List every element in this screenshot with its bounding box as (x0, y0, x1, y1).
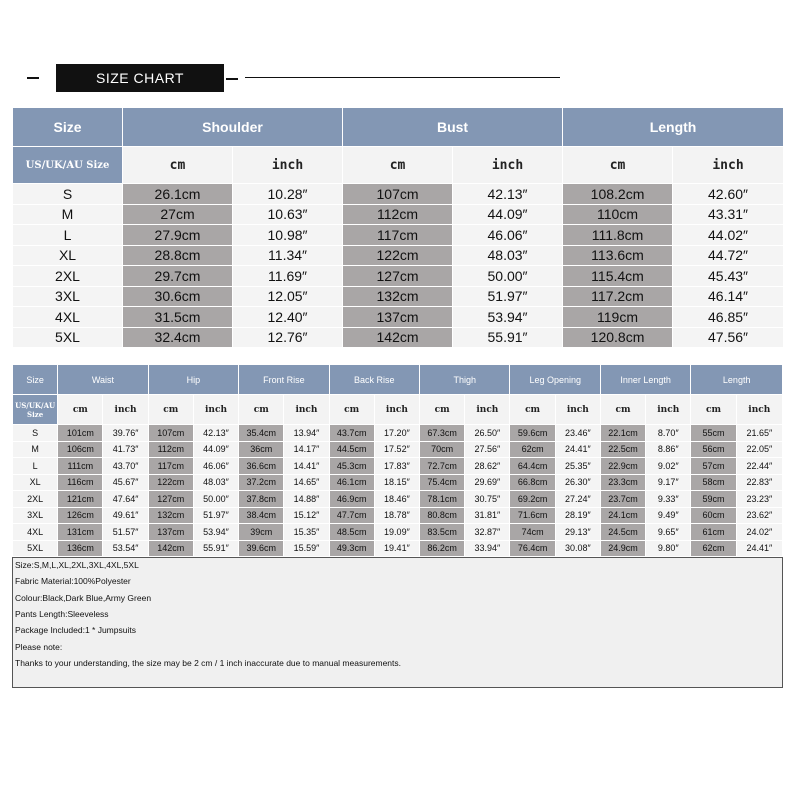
measure-cell: 24.41″ (555, 441, 600, 458)
size-cell: 2XL (13, 491, 58, 508)
table-row (13, 524, 783, 541)
thigh-header: Thigh (420, 365, 510, 395)
unit-header: inch (103, 395, 148, 425)
measure-cell: 42.13″ (453, 184, 563, 205)
table-row (13, 266, 784, 287)
measure-cell: 22.83″ (736, 474, 782, 491)
back-rise-header: Back Rise (329, 365, 419, 395)
table-row (13, 204, 784, 225)
measure-cell: 55.91″ (453, 327, 563, 348)
note-line: Thanks to your understanding, the size may be 2 cm / 1 inch inaccurate due to manual measurements. (15, 657, 402, 668)
measure-cell: 117.2cm (563, 286, 673, 307)
size-cell: 4XL (13, 524, 58, 541)
measure-cell: 75.4cm (420, 474, 465, 491)
note-line: Size:S,M,L,XL,2XL,3XL,4XL,5XL (15, 560, 139, 570)
measure-cell: 18.78″ (374, 507, 419, 524)
measure-cell: 21.65″ (736, 425, 782, 442)
table-row (13, 540, 783, 557)
measure-cell: 17.20″ (374, 425, 419, 442)
measure-cell: 29.13″ (555, 524, 600, 541)
measure-cell: 24.5cm (600, 524, 645, 541)
measure-cell: 48.03″ (193, 474, 238, 491)
table-row (13, 491, 783, 508)
measure-cell: 46.1cm (329, 474, 374, 491)
table-row (13, 245, 784, 266)
measure-cell: 50.00″ (193, 491, 238, 508)
measure-cell: 31.5cm (123, 307, 233, 328)
hip-header: Hip (148, 365, 238, 395)
unit-header: inch (193, 395, 238, 425)
table-row (13, 474, 783, 491)
unit-header: cm (691, 395, 736, 425)
top-table-group-header (13, 108, 784, 147)
shoulder-header: Shoulder (123, 108, 343, 147)
measure-cell: 46.85″ (673, 307, 784, 328)
measure-cell: 24.1cm (600, 507, 645, 524)
measure-cell: 115.4cm (563, 266, 673, 287)
measure-cell: 26.50″ (465, 425, 510, 442)
size-chart-header (0, 0, 800, 100)
size-cell: XL (13, 474, 58, 491)
measure-cell: 120.8cm (563, 327, 673, 348)
size-cell: M (13, 441, 58, 458)
table-row (13, 225, 784, 246)
measure-cell: 111cm (58, 458, 103, 475)
measure-cell: 78.1cm (420, 491, 465, 508)
measure-cell: 142cm (343, 327, 453, 348)
measure-cell: 30.75″ (465, 491, 510, 508)
measure-cell: 86.2cm (420, 540, 465, 557)
measure-cell: 106cm (58, 441, 103, 458)
table-row (13, 307, 784, 328)
bottom-table-body (13, 425, 783, 557)
measure-cell: 51.57″ (103, 524, 148, 541)
measure-cell: 32.4cm (123, 327, 233, 348)
measure-cell: 44.02″ (673, 225, 784, 246)
measure-cell: 48.5cm (329, 524, 374, 541)
measure-cell: 117cm (148, 458, 193, 475)
unit-header: inch (555, 395, 600, 425)
measure-cell: 37.2cm (239, 474, 284, 491)
measure-cell: 18.46″ (374, 491, 419, 508)
measure-cell: 39cm (239, 524, 284, 541)
measure-cell: 10.28″ (233, 184, 343, 205)
measure-cell: 53.94″ (193, 524, 238, 541)
measure-cell: 14.41″ (284, 458, 329, 475)
measure-cell: 42.60″ (673, 184, 784, 205)
measure-cell: 132cm (343, 286, 453, 307)
unit-header: inch (465, 395, 510, 425)
measure-cell: 72.7cm (420, 458, 465, 475)
measure-cell: 14.17″ (284, 441, 329, 458)
measure-cell: 136cm (58, 540, 103, 557)
measure-cell: 13.94″ (284, 425, 329, 442)
measure-cell: 60cm (691, 507, 736, 524)
measure-cell: 8.86″ (646, 441, 691, 458)
measure-cell: 23.46″ (555, 425, 600, 442)
size-header: Size (13, 365, 58, 395)
measure-cell: 67.3cm (420, 425, 465, 442)
unit-header: inch (374, 395, 419, 425)
inner-length-header: Inner Length (600, 365, 690, 395)
measure-cell: 15.35″ (284, 524, 329, 541)
measure-cell: 47.7cm (329, 507, 374, 524)
size-cell: M (13, 204, 123, 225)
table-row (13, 425, 783, 442)
measure-cell: 59.6cm (510, 425, 555, 442)
measure-cell: 47.56″ (673, 327, 784, 348)
unit-header: cm (563, 147, 673, 184)
region-size-header: US/UK/AU Size (13, 147, 123, 184)
measure-cell: 29.7cm (123, 266, 233, 287)
measure-cell: 55cm (691, 425, 736, 442)
measure-cell: 23.7cm (600, 491, 645, 508)
measure-cell: 18.15″ (374, 474, 419, 491)
measure-cell: 71.6cm (510, 507, 555, 524)
measure-cell: 14.65″ (284, 474, 329, 491)
measure-cell: 51.97″ (453, 286, 563, 307)
measure-cell: 46.9cm (329, 491, 374, 508)
measure-cell: 24.9cm (600, 540, 645, 557)
measure-cell: 108.2cm (563, 184, 673, 205)
size-cell: S (13, 425, 58, 442)
table-row (13, 184, 784, 205)
measure-cell: 22.1cm (600, 425, 645, 442)
measure-cell: 30.6cm (123, 286, 233, 307)
measure-cell: 15.59″ (284, 540, 329, 557)
size-header: Size (13, 108, 123, 147)
measure-cell: 112cm (343, 204, 453, 225)
unit-header: cm (58, 395, 103, 425)
measure-cell: 10.98″ (233, 225, 343, 246)
unit-header: inch (673, 147, 784, 184)
measure-cell: 26.30″ (555, 474, 600, 491)
measure-cell: 27.24″ (555, 491, 600, 508)
measure-cell: 43.70″ (103, 458, 148, 475)
measure-cell: 51.97″ (193, 507, 238, 524)
measure-cell: 37.8cm (239, 491, 284, 508)
measure-cell: 33.94″ (465, 540, 510, 557)
measure-cell: 53.54″ (103, 540, 148, 557)
measure-cell: 23.62″ (736, 507, 782, 524)
measure-cell: 111.8cm (563, 225, 673, 246)
measure-cell: 127cm (343, 266, 453, 287)
size-cell: 3XL (13, 507, 58, 524)
measure-cell: 49.61″ (103, 507, 148, 524)
table-row (13, 327, 784, 348)
measure-cell: 55.91″ (193, 540, 238, 557)
measure-cell: 15.12″ (284, 507, 329, 524)
measure-cell: 23.23″ (736, 491, 782, 508)
measure-cell: 113.6cm (563, 245, 673, 266)
measure-cell: 45.3cm (329, 458, 374, 475)
unit-header: cm (148, 395, 193, 425)
measure-cell: 44.09″ (193, 441, 238, 458)
product-notes (12, 557, 783, 688)
bottom-table-group-header (13, 365, 783, 395)
unit-header: cm (510, 395, 555, 425)
measure-cell: 22.05″ (736, 441, 782, 458)
unit-header: inch (284, 395, 329, 425)
measure-cell: 47.64″ (103, 491, 148, 508)
note-line: Please note: (15, 641, 63, 652)
measure-cell: 23.3cm (600, 474, 645, 491)
measure-cell: 39.6cm (239, 540, 284, 557)
measure-cell: 46.14″ (673, 286, 784, 307)
measure-cell: 119cm (563, 307, 673, 328)
measure-cell: 137cm (148, 524, 193, 541)
measure-cell: 62cm (691, 540, 736, 557)
size-chart-title: SIZE CHART (56, 64, 224, 92)
measure-cell: 69.2cm (510, 491, 555, 508)
measure-cell: 28.19″ (555, 507, 600, 524)
measure-cell: 44.5cm (329, 441, 374, 458)
unit-header: inch (453, 147, 563, 184)
size-cell: 3XL (13, 286, 123, 307)
measure-cell: 9.65″ (646, 524, 691, 541)
note-line: Colour:Black,Dark Blue,Army Green (15, 592, 152, 603)
measure-cell: 127cm (148, 491, 193, 508)
length-header: Length (563, 108, 784, 147)
measure-cell: 83.5cm (420, 524, 465, 541)
measure-cell: 42.13″ (193, 425, 238, 442)
measure-cell: 22.9cm (600, 458, 645, 475)
front-rise-header: Front Rise (239, 365, 329, 395)
size-cell: 2XL (13, 266, 123, 287)
measure-cell: 9.49″ (646, 507, 691, 524)
measure-cell: 43.7cm (329, 425, 374, 442)
measure-cell: 142cm (148, 540, 193, 557)
measure-cell: 12.40″ (233, 307, 343, 328)
measure-cell: 17.52″ (374, 441, 419, 458)
measure-cell: 43.31″ (673, 204, 784, 225)
measure-cell: 48.03″ (453, 245, 563, 266)
measure-cell: 12.76″ (233, 327, 343, 348)
size-cell: L (13, 225, 123, 246)
measure-cell: 45.67″ (103, 474, 148, 491)
measure-cell: 121cm (58, 491, 103, 508)
measure-cell: 12.05″ (233, 286, 343, 307)
table-row (13, 441, 783, 458)
table-row (13, 458, 783, 475)
measure-cell: 112cm (148, 441, 193, 458)
measure-cell: 22.44″ (736, 458, 782, 475)
measure-cell: 46.06″ (453, 225, 563, 246)
measure-cell: 122cm (343, 245, 453, 266)
measure-cell: 76.4cm (510, 540, 555, 557)
measure-cell: 9.02″ (646, 458, 691, 475)
measure-cell: 132cm (148, 507, 193, 524)
measure-cell: 14.88″ (284, 491, 329, 508)
measure-cell: 27cm (123, 204, 233, 225)
size-cell: XL (13, 245, 123, 266)
measure-cell: 66.8cm (510, 474, 555, 491)
size-cell: 4XL (13, 307, 123, 328)
measure-cell: 22.5cm (600, 441, 645, 458)
top-table-body (13, 184, 784, 348)
measure-cell: 44.09″ (453, 204, 563, 225)
table-row (13, 286, 784, 307)
size-cell: L (13, 458, 58, 475)
unit-header: cm (123, 147, 233, 184)
measure-cell: 45.43″ (673, 266, 784, 287)
measure-cell: 126cm (58, 507, 103, 524)
size-cell: S (13, 184, 123, 205)
measure-cell: 29.69″ (465, 474, 510, 491)
bust-header: Bust (343, 108, 563, 147)
measure-cell: 49.3cm (329, 540, 374, 557)
measure-cell: 64.4cm (510, 458, 555, 475)
note-line: Fabric Material:100%Polyester (15, 576, 131, 587)
unit-header: cm (343, 147, 453, 184)
top-table-unit-header (13, 147, 784, 184)
measure-cell: 46.06″ (193, 458, 238, 475)
unit-header: inch (646, 395, 691, 425)
length-header: Length (691, 365, 783, 395)
measure-cell: 39.76″ (103, 425, 148, 442)
measure-cell: 62cm (510, 441, 555, 458)
measure-cell: 24.41″ (736, 540, 782, 557)
measure-cell: 27.56″ (465, 441, 510, 458)
leg-opening-header: Leg Opening (510, 365, 600, 395)
measure-cell: 19.09″ (374, 524, 419, 541)
measure-cell: 53.94″ (453, 307, 563, 328)
measure-cell: 44.72″ (673, 245, 784, 266)
measure-cell: 57cm (691, 458, 736, 475)
measure-cell: 101cm (58, 425, 103, 442)
top-size-table (12, 107, 784, 348)
measure-cell: 122cm (148, 474, 193, 491)
unit-header: cm (600, 395, 645, 425)
measure-cell: 107cm (148, 425, 193, 442)
measure-cell: 27.9cm (123, 225, 233, 246)
measure-cell: 61cm (691, 524, 736, 541)
note-line: Pants Length:Sleeveless (15, 608, 109, 619)
header-dash (27, 77, 39, 79)
measure-cell: 137cm (343, 307, 453, 328)
measure-cell: 41.73″ (103, 441, 148, 458)
measure-cell: 35.4cm (239, 425, 284, 442)
measure-cell: 59cm (691, 491, 736, 508)
measure-cell: 110cm (563, 204, 673, 225)
measure-cell: 30.08″ (555, 540, 600, 557)
size-cell: 5XL (13, 327, 123, 348)
measure-cell: 9.80″ (646, 540, 691, 557)
table-row (13, 507, 783, 524)
measure-cell: 36.6cm (239, 458, 284, 475)
measure-cell: 74cm (510, 524, 555, 541)
bottom-table-unit-header (13, 395, 783, 425)
measure-cell: 56cm (691, 441, 736, 458)
measure-cell: 11.34″ (233, 245, 343, 266)
region-size-header: US/UK/AU Size (13, 395, 58, 425)
header-divider-long (245, 77, 560, 78)
measure-cell: 116cm (58, 474, 103, 491)
measure-cell: 36cm (239, 441, 284, 458)
measure-cell: 24.02″ (736, 524, 782, 541)
measure-cell: 38.4cm (239, 507, 284, 524)
bottom-size-table (12, 364, 783, 557)
unit-header: cm (329, 395, 374, 425)
unit-header: cm (420, 395, 465, 425)
measure-cell: 31.81″ (465, 507, 510, 524)
note-line: Package Included:1 * Jumpsuits (15, 625, 136, 636)
measure-cell: 9.17″ (646, 474, 691, 491)
header-divider-short (226, 78, 238, 80)
measure-cell: 28.8cm (123, 245, 233, 266)
unit-header: inch (736, 395, 782, 425)
measure-cell: 32.87″ (465, 524, 510, 541)
measure-cell: 11.69″ (233, 266, 343, 287)
measure-cell: 17.83″ (374, 458, 419, 475)
measure-cell: 9.33″ (646, 491, 691, 508)
measure-cell: 50.00″ (453, 266, 563, 287)
measure-cell: 131cm (58, 524, 103, 541)
unit-header: inch (233, 147, 343, 184)
measure-cell: 8.70″ (646, 425, 691, 442)
measure-cell: 70cm (420, 441, 465, 458)
measure-cell: 80.8cm (420, 507, 465, 524)
measure-cell: 19.41″ (374, 540, 419, 557)
unit-header: cm (239, 395, 284, 425)
size-cell: 5XL (13, 540, 58, 557)
measure-cell: 58cm (691, 474, 736, 491)
measure-cell: 117cm (343, 225, 453, 246)
measure-cell: 25.35″ (555, 458, 600, 475)
waist-header: Waist (58, 365, 148, 395)
measure-cell: 107cm (343, 184, 453, 205)
measure-cell: 10.63″ (233, 204, 343, 225)
measure-cell: 28.62″ (465, 458, 510, 475)
measure-cell: 26.1cm (123, 184, 233, 205)
